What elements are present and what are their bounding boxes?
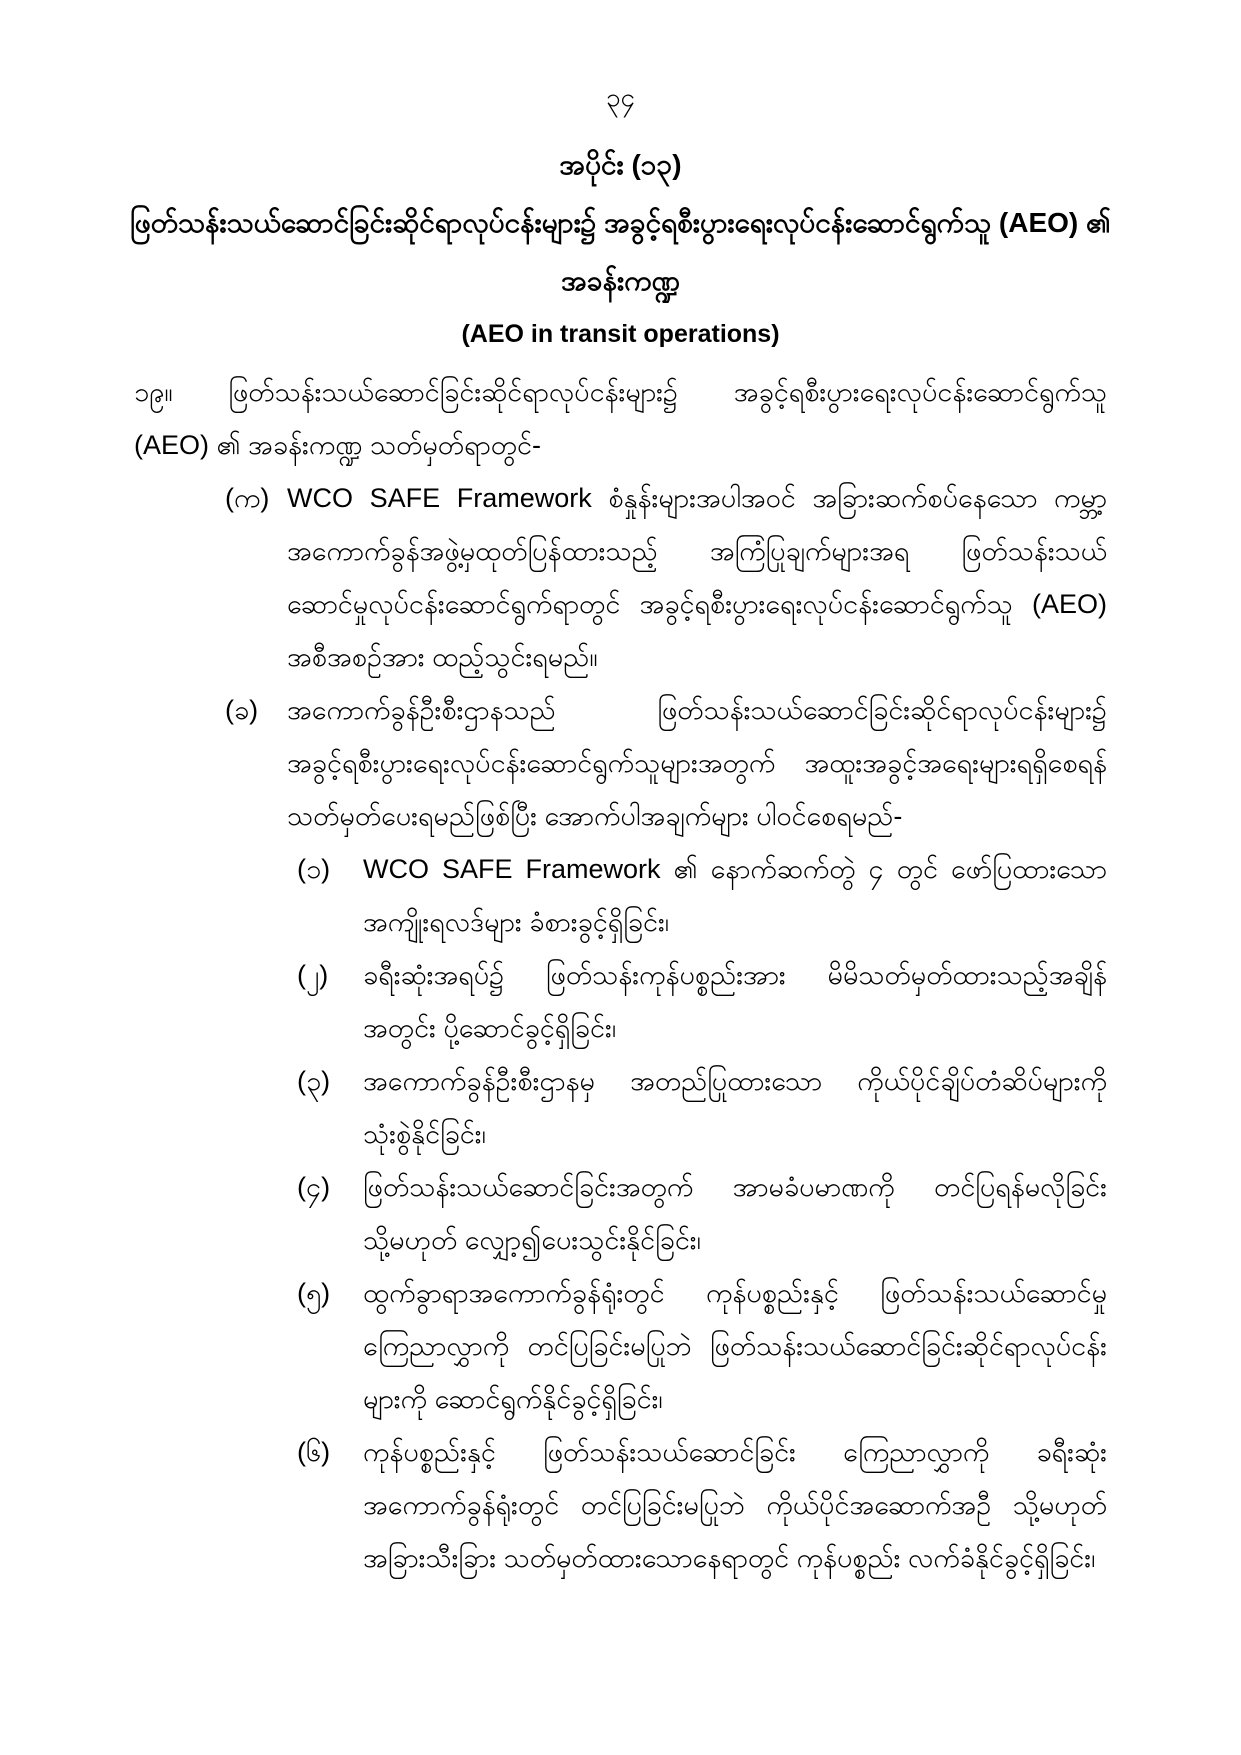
text-line: အတွင်း ပို့ဆောင်ခွင့်ရှိခြင်း၊ <box>363 1013 617 1043</box>
sub-item-6 <box>287 1426 1107 1585</box>
text-line: အကောက်ခွန်ဦးစီးဌာနမှ အတည်ပြုထားသော ကိုယ်ပိုင်ချိပ်တံဆိပ်များကို <box>363 1066 1107 1096</box>
text-line: အခြားသီးခြား သတ်မှတ်ထားသောနေရာတွင် ကုန်ပစ္စည်း လက်ခံနိုင်ခွင့်ရှိခြင်း၊ <box>363 1543 1096 1573</box>
text-line: အကောက်ခွန်ဦးစီးဌာနသည် ဖြတ်သန်းသယ်ဆောင်ခြင်းဆိုင်ရာလုပ်ငန်းများ၌ <box>287 695 1107 725</box>
paragraph-number: ၁၉။ <box>134 377 173 407</box>
page-number: ၃၄ <box>605 82 636 112</box>
text-line: WCO SAFE Framework ၏ နောက်ဆက်တွဲ ၄ တွင် ဖော်ပြထားသော <box>363 854 1107 884</box>
sub-item-label: (၄) <box>297 1172 331 1202</box>
list-item-ka <box>134 472 1107 684</box>
sub-item-label: (၃) <box>297 1066 331 1096</box>
text-line: ကြေညာလွှာကို တင်ပြခြင်းမပြုဘဲ ဖြတ်သန်းသယ်ဆောင်ခြင်းဆိုင်ရာလုပ်ငန်း <box>363 1331 1107 1361</box>
document-title: ဖြတ်သန်းသယ်ဆောင်ခြင်းဆိုင်ရာလုပ်ငန်းများ၌ အခွင့်ရစီးပွားရေးလုပ်ငန်းဆောင်ရွက်သူ (AEO) ၏ <box>130 207 1111 238</box>
sub-item-label: (၅) <box>297 1278 331 1308</box>
paragraph-text: ဖြတ်သန်းသယ်ဆောင်ခြင်းဆိုင်ရာလုပ်ငန်းများ၌ အခွင့်ရစီးပွားရေးလုပ်ငန်းဆောင်ရွက်သူ <box>228 377 1107 407</box>
text-line: အကောက်ခွန်ရုံးတွင် တင်ပြခြင်းမပြုဘဲ ကိုယ်ပိုင်အဆောက်အဦ သို့မဟုတ် <box>363 1490 1107 1520</box>
text-line: အစီအစဉ်အား ထည့်သွင်းရမည်။ <box>287 642 598 672</box>
text-line: အကျိုးရလဒ်များ ခံစားခွင့်ရှိခြင်း၊ <box>363 907 670 937</box>
sub-item-text <box>363 1055 1107 1161</box>
list-item-text <box>287 684 1107 1585</box>
text-line: အခွင့်ရစီးပွားရေးလုပ်ငန်းဆောင်ရွက်သူများအတွက် အထူးအခွင့်အရေးများရရှိစေရန် <box>287 748 1107 778</box>
sub-item-1 <box>287 843 1107 949</box>
list-item-label: (ခ) <box>225 695 259 725</box>
list-item-kha <box>134 684 1107 1585</box>
document-heading <box>0 136 1241 358</box>
sub-item-text <box>363 1161 1107 1267</box>
text-line: များကို ဆောင်ရွက်နိုင်ခွင့်ရှိခြင်း၊ <box>363 1384 663 1414</box>
sub-item-2 <box>287 949 1107 1055</box>
text-line: အကောက်ခွန်အဖွဲ့မှထုတ်ပြန်ထားသည့် အကြံပြုချက်များအရ ဖြတ်သန်းသယ် <box>287 536 1107 566</box>
english-subtitle: (AEO in transit operations) <box>461 320 780 348</box>
document-title-chapter: အခန်းကဏ္ဍ <box>561 265 680 296</box>
paragraph-19-line: (AEO) ၏ အခန်းကဏ္ဍ သတ်မှတ်ရာတွင်- <box>134 430 541 460</box>
sub-item-5 <box>287 1267 1107 1426</box>
sub-item-label: (၂) <box>297 960 329 990</box>
text-line: သို့မဟုတ် လျှော့၍ပေးသွင်းနိုင်ခြင်း၊ <box>363 1225 701 1255</box>
sub-item-text <box>363 843 1107 949</box>
section-heading: အပိုင်း (၁၃) <box>559 149 682 180</box>
text-line: ဆောင်မှုလုပ်ငန်းဆောင်ရွက်ရာတွင် အခွင့်ရစီးပွားရေးလုပ်ငန်းဆောင်ရွက်သူ (AEO) <box>287 589 1107 619</box>
list-item-text <box>287 472 1107 684</box>
sub-item-3 <box>287 1055 1107 1161</box>
text-line: ဖြတ်သန်းသယ်ဆောင်ခြင်းအတွက် အာမခံပမာဏကို တင်ပြရန်မလိုခြင်း <box>363 1172 1107 1202</box>
sub-item-label: (၆) <box>297 1437 331 1467</box>
paragraph-19-line <box>134 366 1107 419</box>
text-line: သတ်မှတ်ပေးရမည်ဖြစ်ပြီး အောက်ပါအချက်များ ပါဝင်စေရမည်- <box>287 801 903 831</box>
sub-item-text <box>363 1267 1107 1426</box>
text-line: သုံးစွဲနိုင်ခြင်း၊ <box>363 1119 486 1149</box>
list-item-label: (က) <box>225 483 270 513</box>
text-line: ထွက်ခွာရာအကောက်ခွန်ရုံးတွင် ကုန်ပစ္စည်းနှင့် ဖြတ်သန်းသယ်ဆောင်မှု <box>363 1278 1107 1308</box>
sub-item-text <box>363 1426 1107 1585</box>
sub-item-label: (၁) <box>297 854 331 884</box>
document-body <box>134 366 1107 1585</box>
sub-item-text <box>363 949 1107 1055</box>
text-line: ကုန်ပစ္စည်းနှင့် ဖြတ်သန်းသယ်ဆောင်ခြင်း ကြေညာလွှာကို ခရီးဆုံး <box>363 1437 1107 1467</box>
sub-item-4 <box>287 1161 1107 1267</box>
text-line: WCO SAFE Framework စံနှုန်းများအပါအဝင် အခြားဆက်စပ်နေသော ကမ္ဘာ့ <box>287 483 1107 513</box>
text-line: ခရီးဆုံးအရပ်၌ ဖြတ်သန်းကုန်ပစ္စည်းအား မိမိသတ်မှတ်ထားသည့်အချိန် <box>363 960 1107 990</box>
